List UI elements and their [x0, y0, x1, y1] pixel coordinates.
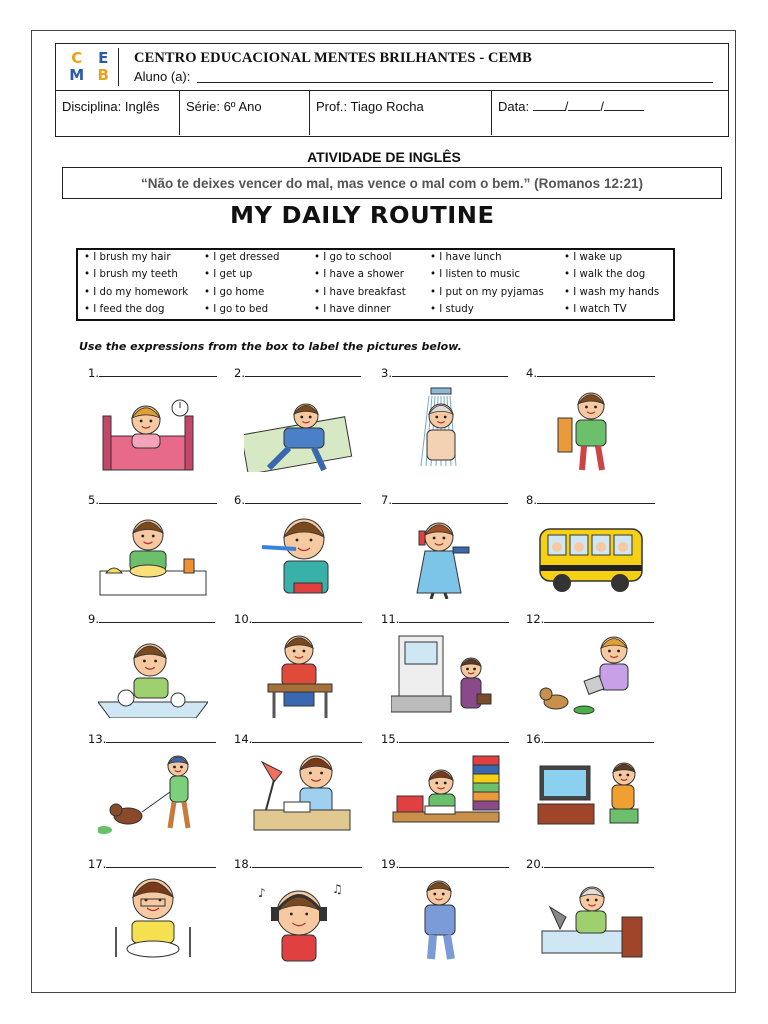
answer-blank[interactable]	[106, 733, 216, 743]
label-item	[88, 732, 228, 852]
item-label-row	[88, 732, 216, 746]
item-number: 13.	[88, 732, 107, 746]
phrase-item: • I do my homework	[84, 287, 204, 304]
girl-homework-picture	[244, 752, 354, 838]
answer-blank[interactable]	[399, 733, 509, 743]
item-label-row	[381, 612, 509, 626]
item-number: 20.	[526, 857, 545, 871]
girl-feeding-dog-picture	[536, 632, 646, 718]
item-number: 9.	[88, 612, 99, 626]
answer-blank[interactable]	[544, 858, 654, 868]
date-year-field[interactable]	[604, 100, 644, 111]
item-number: 15.	[381, 732, 400, 746]
answer-blank[interactable]	[537, 367, 655, 377]
boy-lunch-picture	[98, 632, 208, 718]
phrase-item: • I go to bed	[204, 304, 314, 321]
item-label-row	[381, 366, 508, 380]
boy-pyjamas-picture	[391, 877, 501, 963]
phrase-item: • I brush my hair	[84, 252, 204, 269]
phrase-item: • I watch TV	[564, 304, 674, 321]
item-label-row	[526, 857, 654, 871]
item-number: 18.	[234, 857, 253, 871]
item-number: 5.	[88, 493, 99, 507]
phrase-item: • I have breakfast	[314, 287, 430, 304]
phrase-item: • I put on my pyjamas	[430, 287, 564, 304]
logo-letter: C	[71, 48, 83, 67]
item-label-row	[88, 612, 215, 626]
item-label-row	[526, 493, 655, 507]
item-number: 14.	[234, 732, 253, 746]
phrase-item: • I study	[430, 304, 564, 321]
item-number: 16.	[526, 732, 545, 746]
man-dinner-picture	[98, 877, 208, 963]
item-label-row	[88, 366, 217, 380]
girl-waking-up-picture	[98, 386, 208, 472]
label-item	[381, 857, 521, 977]
label-item	[381, 366, 521, 486]
label-item	[234, 857, 374, 977]
label-item	[526, 366, 666, 486]
school-name: CENTRO EDUCACIONAL MENTES BRILHANTES - CEMB	[134, 50, 532, 66]
item-label-row	[381, 732, 509, 746]
label-item	[526, 493, 666, 613]
phrase-item: • I go home	[204, 287, 314, 304]
item-number: 7.	[381, 493, 392, 507]
date-separator: /	[600, 99, 604, 114]
phrase-item: • I go to school	[314, 252, 430, 269]
phrase-item: • I have lunch	[430, 252, 564, 269]
item-number: 2.	[234, 366, 245, 380]
answer-blank[interactable]	[544, 613, 654, 623]
label-item	[234, 732, 374, 852]
label-item	[381, 612, 521, 732]
answer-blank[interactable]	[252, 858, 362, 868]
item-label-row	[88, 493, 217, 507]
item-number: 6.	[234, 493, 245, 507]
activity-title: ATIVIDADE DE INGLÊS	[307, 149, 461, 165]
item-label-row	[526, 366, 655, 380]
man-going-to-bed-picture	[536, 877, 646, 963]
date-cell	[492, 91, 728, 135]
phrase-item: • I wake up	[564, 252, 674, 269]
answer-blank[interactable]	[537, 494, 655, 504]
answer-blank[interactable]	[245, 494, 361, 504]
answer-blank[interactable]	[399, 858, 509, 868]
logo-letter: E	[98, 48, 109, 67]
boy-getting-dressed-picture	[536, 386, 646, 472]
boy-at-desk-picture	[244, 632, 354, 718]
label-item	[88, 366, 228, 486]
date-label: Data:	[498, 99, 530, 114]
label-item	[234, 612, 374, 732]
answer-blank[interactable]	[245, 367, 361, 377]
item-label-row	[381, 493, 508, 507]
date-month-field[interactable]	[568, 100, 600, 111]
label-item	[526, 857, 666, 977]
answer-blank[interactable]	[99, 494, 217, 504]
svg-text:♪: ♪	[258, 886, 266, 900]
discipline-cell: Disciplina: Inglês	[56, 91, 180, 135]
school-bus-picture	[536, 513, 646, 599]
logo-letter: M	[69, 66, 85, 85]
boy-breakfast-picture	[98, 513, 208, 599]
student-name-label: Aluno (a):	[134, 69, 191, 84]
phrase-item: • I have dinner	[314, 304, 430, 321]
label-item	[88, 493, 228, 613]
answer-blank[interactable]	[106, 858, 216, 868]
boy-watching-tv-picture	[536, 752, 646, 838]
instruction-text: Use the expressions from the box to label the pictures below.	[79, 340, 462, 353]
boy-listening-music-picture	[244, 877, 354, 963]
phrase-item: • I listen to music	[430, 269, 564, 286]
label-item	[381, 493, 521, 613]
girl-studying-books-picture	[391, 752, 501, 838]
item-number: 11.	[381, 612, 400, 626]
item-label-row	[526, 732, 654, 746]
item-number: 10.	[234, 612, 253, 626]
answer-blank[interactable]	[99, 613, 215, 623]
label-item	[381, 732, 521, 852]
item-number: 1.	[88, 366, 99, 380]
answer-blank[interactable]	[252, 733, 362, 743]
phrase-item: • I walk the dog	[564, 269, 674, 286]
school-logo	[60, 48, 119, 86]
svg-text:♫: ♫	[332, 882, 343, 896]
answer-blank[interactable]	[252, 613, 362, 623]
item-label-row	[234, 612, 362, 626]
answer-blank[interactable]	[392, 367, 508, 377]
label-item	[234, 493, 374, 613]
phrase-item: • I wash my hands	[564, 287, 674, 304]
phrase-item: • I get up	[204, 269, 314, 286]
date-separator: /	[564, 99, 569, 114]
item-number: 3.	[381, 366, 392, 380]
item-label-row	[234, 857, 362, 871]
item-label-row	[381, 857, 509, 871]
item-number: 17.	[88, 857, 107, 871]
item-number: 19.	[381, 857, 400, 871]
phrase-item: • I have a shower	[314, 269, 430, 286]
item-number: 4.	[526, 366, 537, 380]
boy-brushing-teeth-picture	[244, 513, 354, 599]
phrase-box	[76, 248, 675, 321]
grade-cell: Série: 6º Ano	[180, 91, 310, 135]
label-item	[234, 366, 374, 486]
student-name-field[interactable]	[197, 82, 713, 83]
date-day-field[interactable]	[533, 100, 565, 111]
item-label-row	[234, 493, 361, 507]
answer-blank[interactable]	[392, 494, 508, 504]
answer-blank[interactable]	[399, 613, 509, 623]
phrase-item: • I get dressed	[204, 252, 314, 269]
bible-verse: “Não te deixes vencer do mal, mas vence o mal com o bem.” (Romanos 12:21)	[62, 167, 722, 199]
teacher-cell: Prof.: Tiago Rocha	[310, 91, 492, 135]
answer-blank[interactable]	[544, 733, 654, 743]
boy-shower-picture	[391, 386, 501, 472]
item-label-row	[234, 732, 362, 746]
answer-blank[interactable]	[99, 367, 217, 377]
girl-brushing-hair-picture	[391, 513, 501, 599]
header-info-row	[55, 91, 729, 137]
header-top-row	[55, 43, 729, 91]
item-number: 8.	[526, 493, 537, 507]
item-label-row	[88, 857, 216, 871]
phrase-item: • I brush my teeth	[84, 269, 204, 286]
label-item	[88, 612, 228, 732]
phrase-item: • I feed the dog	[84, 304, 204, 321]
worksheet-title: MY DAILY ROUTINE	[230, 203, 495, 229]
item-label-row	[526, 612, 654, 626]
logo-letter: B	[97, 66, 109, 85]
boy-getting-up-picture	[244, 386, 354, 472]
label-item	[526, 612, 666, 732]
item-label-row	[234, 366, 361, 380]
item-number: 12.	[526, 612, 545, 626]
boy-walking-dog-picture	[98, 752, 208, 838]
going-home-picture	[391, 632, 501, 718]
label-item	[88, 857, 228, 977]
label-item	[526, 732, 666, 852]
